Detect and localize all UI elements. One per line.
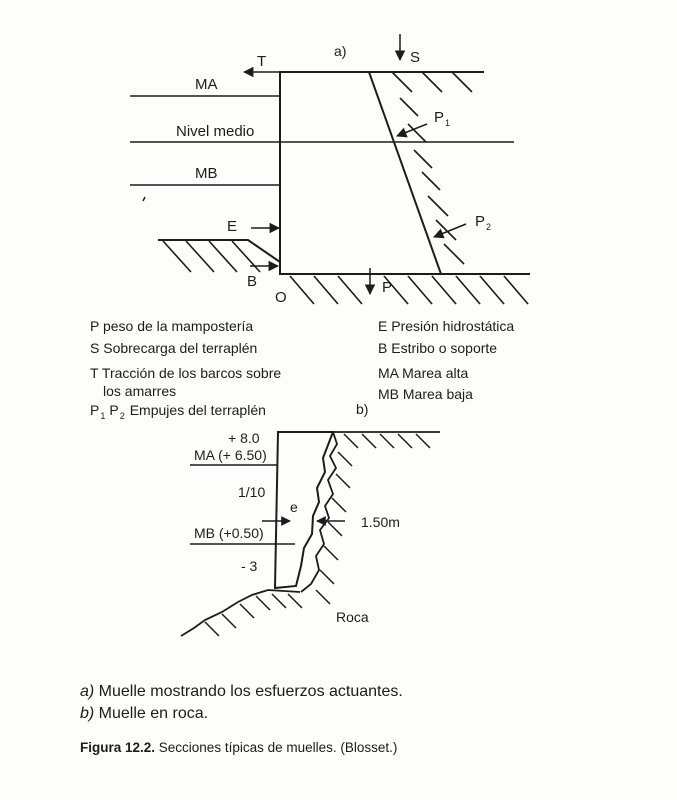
print-mark <box>143 197 145 201</box>
thrust-p1-arrow <box>397 124 427 136</box>
legend-right-4: MB Marea baja <box>378 386 473 402</box>
label-mb: MB <box>195 165 218 182</box>
rock-wall-section <box>275 432 333 588</box>
label-t: T <box>257 53 267 70</box>
seabed-left-hatching <box>163 241 260 272</box>
diagram-b-label: b) <box>356 401 369 417</box>
label-p2: $P_2$ <box>475 213 492 232</box>
wall-section <box>280 72 441 274</box>
diagram-a-label: a) <box>334 43 347 59</box>
label-e-width: e <box>290 499 298 515</box>
label-bottom-elevation: - 3 <box>241 558 258 574</box>
label-slope: 1/10 <box>238 484 266 500</box>
label-rock: Roca <box>336 609 369 625</box>
label-ma: MA <box>195 76 218 93</box>
legend-left-3: T Tracción de los barcos sobre <box>90 365 282 381</box>
base-hatching <box>290 276 528 304</box>
label-o: O <box>275 289 287 306</box>
legend-right-2: B Estribo o soporte <box>378 340 498 356</box>
label-p: P <box>382 279 393 296</box>
label-width-value: 1.50m <box>361 514 400 530</box>
rock-back-profile <box>301 432 337 592</box>
rock-top-hatching <box>344 434 430 448</box>
legend-right-3: MA Marea alta <box>378 365 469 381</box>
diagram-a <box>130 34 530 306</box>
label-b: B <box>247 273 258 290</box>
caption-a: a) Muelle mostrando los esfuerzos actuantes. <box>80 683 403 700</box>
label-mb-elevation: MB (+0.50) <box>194 525 264 541</box>
legend-left-1: P peso de la mampostería <box>90 318 254 334</box>
label-top-elevation: + 8.0 <box>228 430 260 446</box>
figure-caption: Figura 12.2. Secciones típicas de muelles. (Blosset.) <box>80 740 398 755</box>
legend-left-4: los amarres <box>103 383 177 399</box>
label-e: E <box>227 218 238 235</box>
label-nivel-medio: Nivel medio <box>176 123 255 140</box>
rock-seabed-hatching <box>205 594 302 636</box>
rock-seabed-profile <box>181 590 300 636</box>
label-p1: $P_1$ <box>434 109 451 128</box>
caption-b: b) Muelle en roca. <box>80 705 209 722</box>
legend <box>90 318 514 421</box>
legend-left-2: S Sobrecarga del terraplén <box>90 340 258 356</box>
legend-p1p2: $P_1$ $P_2$ Empujes del terraplén <box>90 402 266 421</box>
diagram-b <box>181 401 440 636</box>
legend-right-1: E Presión hidrostática <box>378 318 515 334</box>
label-s: S <box>410 49 421 66</box>
label-ma-elevation: MA (+ 6.50) <box>194 447 267 463</box>
